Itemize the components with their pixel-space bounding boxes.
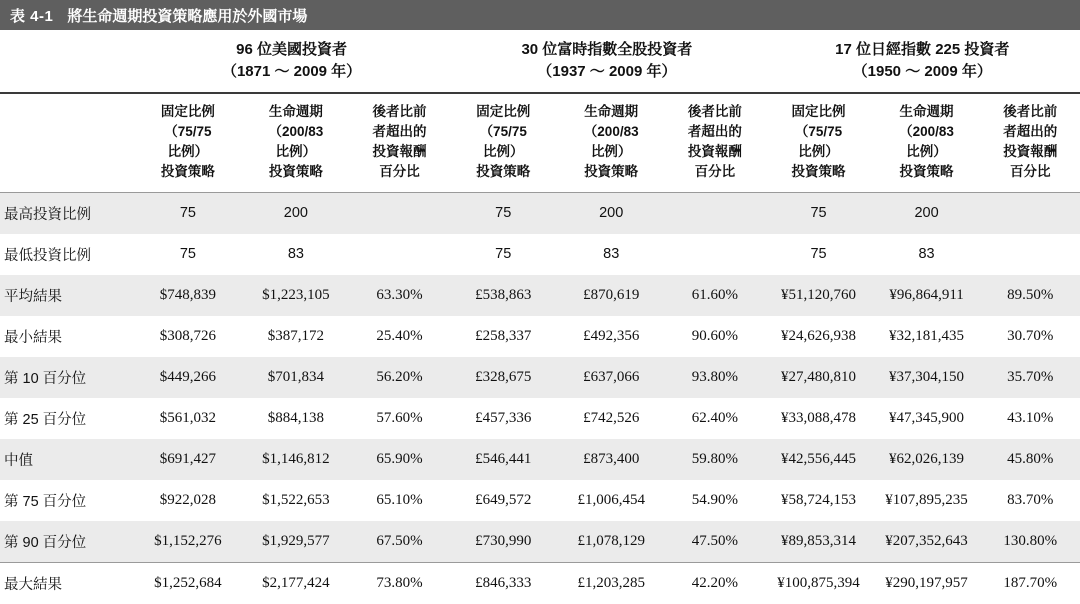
- sub-header-row: [0, 93, 1080, 193]
- sub-header-ftse-lifecycle: [557, 93, 665, 193]
- row-label: 最小結果: [0, 316, 134, 357]
- sub-line: （200/83: [268, 123, 324, 139]
- sub-line: 生命週期: [268, 103, 323, 119]
- group-header-ftse-line2: （1937 ～ 2009 年）: [537, 62, 677, 80]
- table-cell: 90.60%: [665, 316, 764, 357]
- table-cell: 75: [134, 192, 242, 234]
- sub-line: 者超出的: [1003, 123, 1058, 139]
- table-cell: £873,400: [557, 439, 665, 480]
- table-cell: £1,203,285: [557, 562, 665, 604]
- table-cell: £870,619: [557, 275, 665, 316]
- table-cell: ¥62,026,139: [873, 439, 981, 480]
- row-label: 中值: [0, 439, 134, 480]
- table-cell: £742,526: [557, 398, 665, 439]
- table-cell: 30.70%: [981, 316, 1080, 357]
- sub-line: 投資策略: [899, 164, 954, 180]
- table-row: [0, 357, 1080, 398]
- table-cell: 200: [557, 192, 665, 234]
- table-cell: ¥47,345,900: [873, 398, 981, 439]
- table-cell: £546,441: [449, 439, 557, 480]
- table-cell: 56.20%: [350, 357, 449, 398]
- table-row: [0, 439, 1080, 480]
- sub-header-us-percent: [350, 93, 449, 193]
- sub-line: 後者比前: [1003, 103, 1058, 119]
- table-cell: ¥51,120,760: [765, 275, 873, 316]
- row-label: 最低投資比例: [0, 234, 134, 275]
- sub-header-us-fixed: [134, 93, 242, 193]
- sub-line: 投資報酬: [372, 144, 427, 159]
- group-header-us: [134, 30, 449, 93]
- table-cell: 89.50%: [981, 275, 1080, 316]
- sub-line: 固定比例: [791, 103, 846, 119]
- table-cell: 62.40%: [665, 398, 764, 439]
- table-cell: $1,146,812: [242, 439, 350, 480]
- sub-line: （200/83: [583, 123, 639, 139]
- table-cell: ¥33,088,478: [765, 398, 873, 439]
- table-cell: £328,675: [449, 357, 557, 398]
- table-cell: [350, 234, 449, 275]
- table-cell: [665, 192, 764, 234]
- table-cell: £258,337: [449, 316, 557, 357]
- table-cell: ¥290,197,957: [873, 562, 981, 604]
- table-cell: 61.60%: [665, 275, 764, 316]
- row-label: 最大結果: [0, 562, 134, 604]
- table-cell: 59.80%: [665, 439, 764, 480]
- page-title: 將生命週期投資策略應用於外國市場: [67, 7, 308, 25]
- table-cell: $387,172: [242, 316, 350, 357]
- sub-line: 百分比: [379, 164, 420, 180]
- table-cell: 75: [765, 234, 873, 275]
- sub-line: 比例）: [167, 144, 209, 159]
- table-body: [0, 192, 1080, 604]
- sub-line: 後者比前: [372, 103, 427, 119]
- row-label: 第 75 百分位: [0, 480, 134, 521]
- table-cell: £846,333: [449, 562, 557, 604]
- sub-line: 比例）: [798, 144, 839, 159]
- table-cell: ¥89,853,314: [765, 521, 873, 563]
- sub-line: 投資策略: [160, 164, 215, 180]
- row-label: 最高投資比例: [0, 192, 134, 234]
- table-cell: [665, 234, 764, 275]
- table-cell: 83: [557, 234, 665, 275]
- table-cell: ¥42,556,445: [765, 439, 873, 480]
- table-cell: [981, 192, 1080, 234]
- sub-line: 比例）: [590, 144, 632, 159]
- sub-header-nikkei-fixed: [765, 93, 873, 193]
- table-cell: 83: [873, 234, 981, 275]
- table-cell: ¥107,895,235: [873, 480, 981, 521]
- sub-line: （75/75: [794, 123, 843, 139]
- table-cell: $701,834: [242, 357, 350, 398]
- group-header-ftse-line1: 30 位富時指數全股投資者: [521, 41, 693, 58]
- table-cell: 83: [242, 234, 350, 275]
- table-cell: $1,152,276: [134, 521, 242, 563]
- table-row: [0, 234, 1080, 275]
- row-label: 第 25 百分位: [0, 398, 134, 439]
- table-cell: 93.80%: [665, 357, 764, 398]
- sub-header-rowlabel: [0, 93, 134, 193]
- group-header-ftse: [449, 30, 764, 93]
- table-cell: 65.10%: [350, 480, 449, 521]
- group-header-nikkei-line2: （1950 ～ 2009 年）: [852, 62, 992, 80]
- sub-line: 百分比: [694, 164, 736, 180]
- row-label: 第 90 百分位: [0, 521, 134, 563]
- sub-line: 比例）: [906, 144, 947, 159]
- sub-header-ftse-fixed: [449, 93, 557, 193]
- group-header-nikkei-line1: 17 位日經指數 225 投資者: [835, 41, 1010, 58]
- sub-line: （200/83: [899, 123, 954, 139]
- table-row: [0, 562, 1080, 604]
- sub-line: 比例）: [275, 144, 317, 159]
- table-cell: 187.70%: [981, 562, 1080, 604]
- table-cell: £538,863: [449, 275, 557, 316]
- table-cell: $922,028: [134, 480, 242, 521]
- sub-line: 百分比: [1010, 164, 1051, 180]
- table-cell: 83.70%: [981, 480, 1080, 521]
- table-cell: 75: [765, 192, 873, 234]
- table-cell: £730,990: [449, 521, 557, 563]
- table-cell: ¥100,875,394: [765, 562, 873, 604]
- sub-line: 生命週期: [584, 103, 639, 119]
- sub-line: 投資策略: [584, 164, 639, 180]
- table-cell: ¥58,724,153: [765, 480, 873, 521]
- table-row: [0, 192, 1080, 234]
- table-cell: $748,839: [134, 275, 242, 316]
- sub-line: 固定比例: [476, 103, 531, 119]
- table-cell: $308,726: [134, 316, 242, 357]
- table-cell: 57.60%: [350, 398, 449, 439]
- sub-line: 者超出的: [687, 123, 742, 139]
- table-cell: 47.50%: [665, 521, 764, 563]
- table-cell: [350, 192, 449, 234]
- sub-header-ftse-percent: [665, 93, 764, 193]
- table-cell: 75: [449, 234, 557, 275]
- group-header-us-line2: （1871 ～ 2009 年）: [221, 62, 362, 80]
- table-cell: 75: [134, 234, 242, 275]
- table-cell: $884,138: [242, 398, 350, 439]
- table-cell: $2,177,424: [242, 562, 350, 604]
- row-label: 平均結果: [0, 275, 134, 316]
- table-cell: ¥24,626,938: [765, 316, 873, 357]
- data-table: [0, 30, 1080, 604]
- table-cell: ¥37,304,150: [873, 357, 981, 398]
- table-cell: ¥32,181,435: [873, 316, 981, 357]
- table-cell: 200: [873, 192, 981, 234]
- sub-line: 投資報酬: [687, 144, 742, 159]
- row-label: 第 10 百分位: [0, 357, 134, 398]
- table-cell: £457,336: [449, 398, 557, 439]
- table-number: 表 4-1: [10, 7, 54, 25]
- table-cell: [981, 234, 1080, 275]
- table-cell: £1,006,454: [557, 480, 665, 521]
- table-cell: £649,572: [449, 480, 557, 521]
- sub-line: 投資策略: [268, 164, 323, 180]
- sub-line: 比例）: [482, 144, 524, 159]
- table-cell: $1,522,653: [242, 480, 350, 521]
- table-row: [0, 480, 1080, 521]
- table-cell: 65.90%: [350, 439, 449, 480]
- table-cell: $691,427: [134, 439, 242, 480]
- table-cell: 73.80%: [350, 562, 449, 604]
- table-cell: $561,032: [134, 398, 242, 439]
- sub-line: （75/75: [164, 123, 212, 139]
- sub-line: 投資策略: [791, 164, 846, 180]
- table-row: [0, 275, 1080, 316]
- sub-line: 固定比例: [160, 103, 215, 119]
- group-header-us-line1: 96 位美國投資者: [236, 41, 347, 58]
- sub-header-nikkei-lifecycle: [873, 93, 981, 193]
- table-cell: ¥207,352,643: [873, 521, 981, 563]
- table-title-bar: [0, 0, 1080, 30]
- table-cell: £492,356: [557, 316, 665, 357]
- table-row: [0, 398, 1080, 439]
- sub-line: 後者比前: [687, 103, 742, 119]
- table-cell: 35.70%: [981, 357, 1080, 398]
- table-cell: ¥96,864,911: [873, 275, 981, 316]
- sub-line: （75/75: [479, 123, 527, 139]
- table-cell: £637,066: [557, 357, 665, 398]
- table-cell: £1,078,129: [557, 521, 665, 563]
- sub-line: 投資策略: [476, 164, 531, 180]
- sub-header-nikkei-percent: [981, 93, 1080, 193]
- sub-header-us-lifecycle: [242, 93, 350, 193]
- table-cell: 130.80%: [981, 521, 1080, 563]
- sub-line: 投資報酬: [1003, 144, 1058, 159]
- table-cell: $1,929,577: [242, 521, 350, 563]
- table-cell: 75: [449, 192, 557, 234]
- table-row: [0, 316, 1080, 357]
- sub-line: 生命週期: [899, 103, 954, 119]
- table-cell: 63.30%: [350, 275, 449, 316]
- table-cell: 200: [242, 192, 350, 234]
- table-cell: $1,223,105: [242, 275, 350, 316]
- group-header-nikkei: [765, 30, 1080, 93]
- table-cell: 42.20%: [665, 562, 764, 604]
- table-cell: 54.90%: [665, 480, 764, 521]
- sub-line: 者超出的: [372, 123, 427, 139]
- table-cell: 43.10%: [981, 398, 1080, 439]
- table-cell: $1,252,684: [134, 562, 242, 604]
- group-header-row: [0, 30, 1080, 93]
- table-cell: ¥27,480,810: [765, 357, 873, 398]
- table-cell: 45.80%: [981, 439, 1080, 480]
- table-row: [0, 521, 1080, 563]
- table-cell: $449,266: [134, 357, 242, 398]
- corner-cell: [0, 30, 134, 93]
- table-cell: 25.40%: [350, 316, 449, 357]
- table-cell: 67.50%: [350, 521, 449, 563]
